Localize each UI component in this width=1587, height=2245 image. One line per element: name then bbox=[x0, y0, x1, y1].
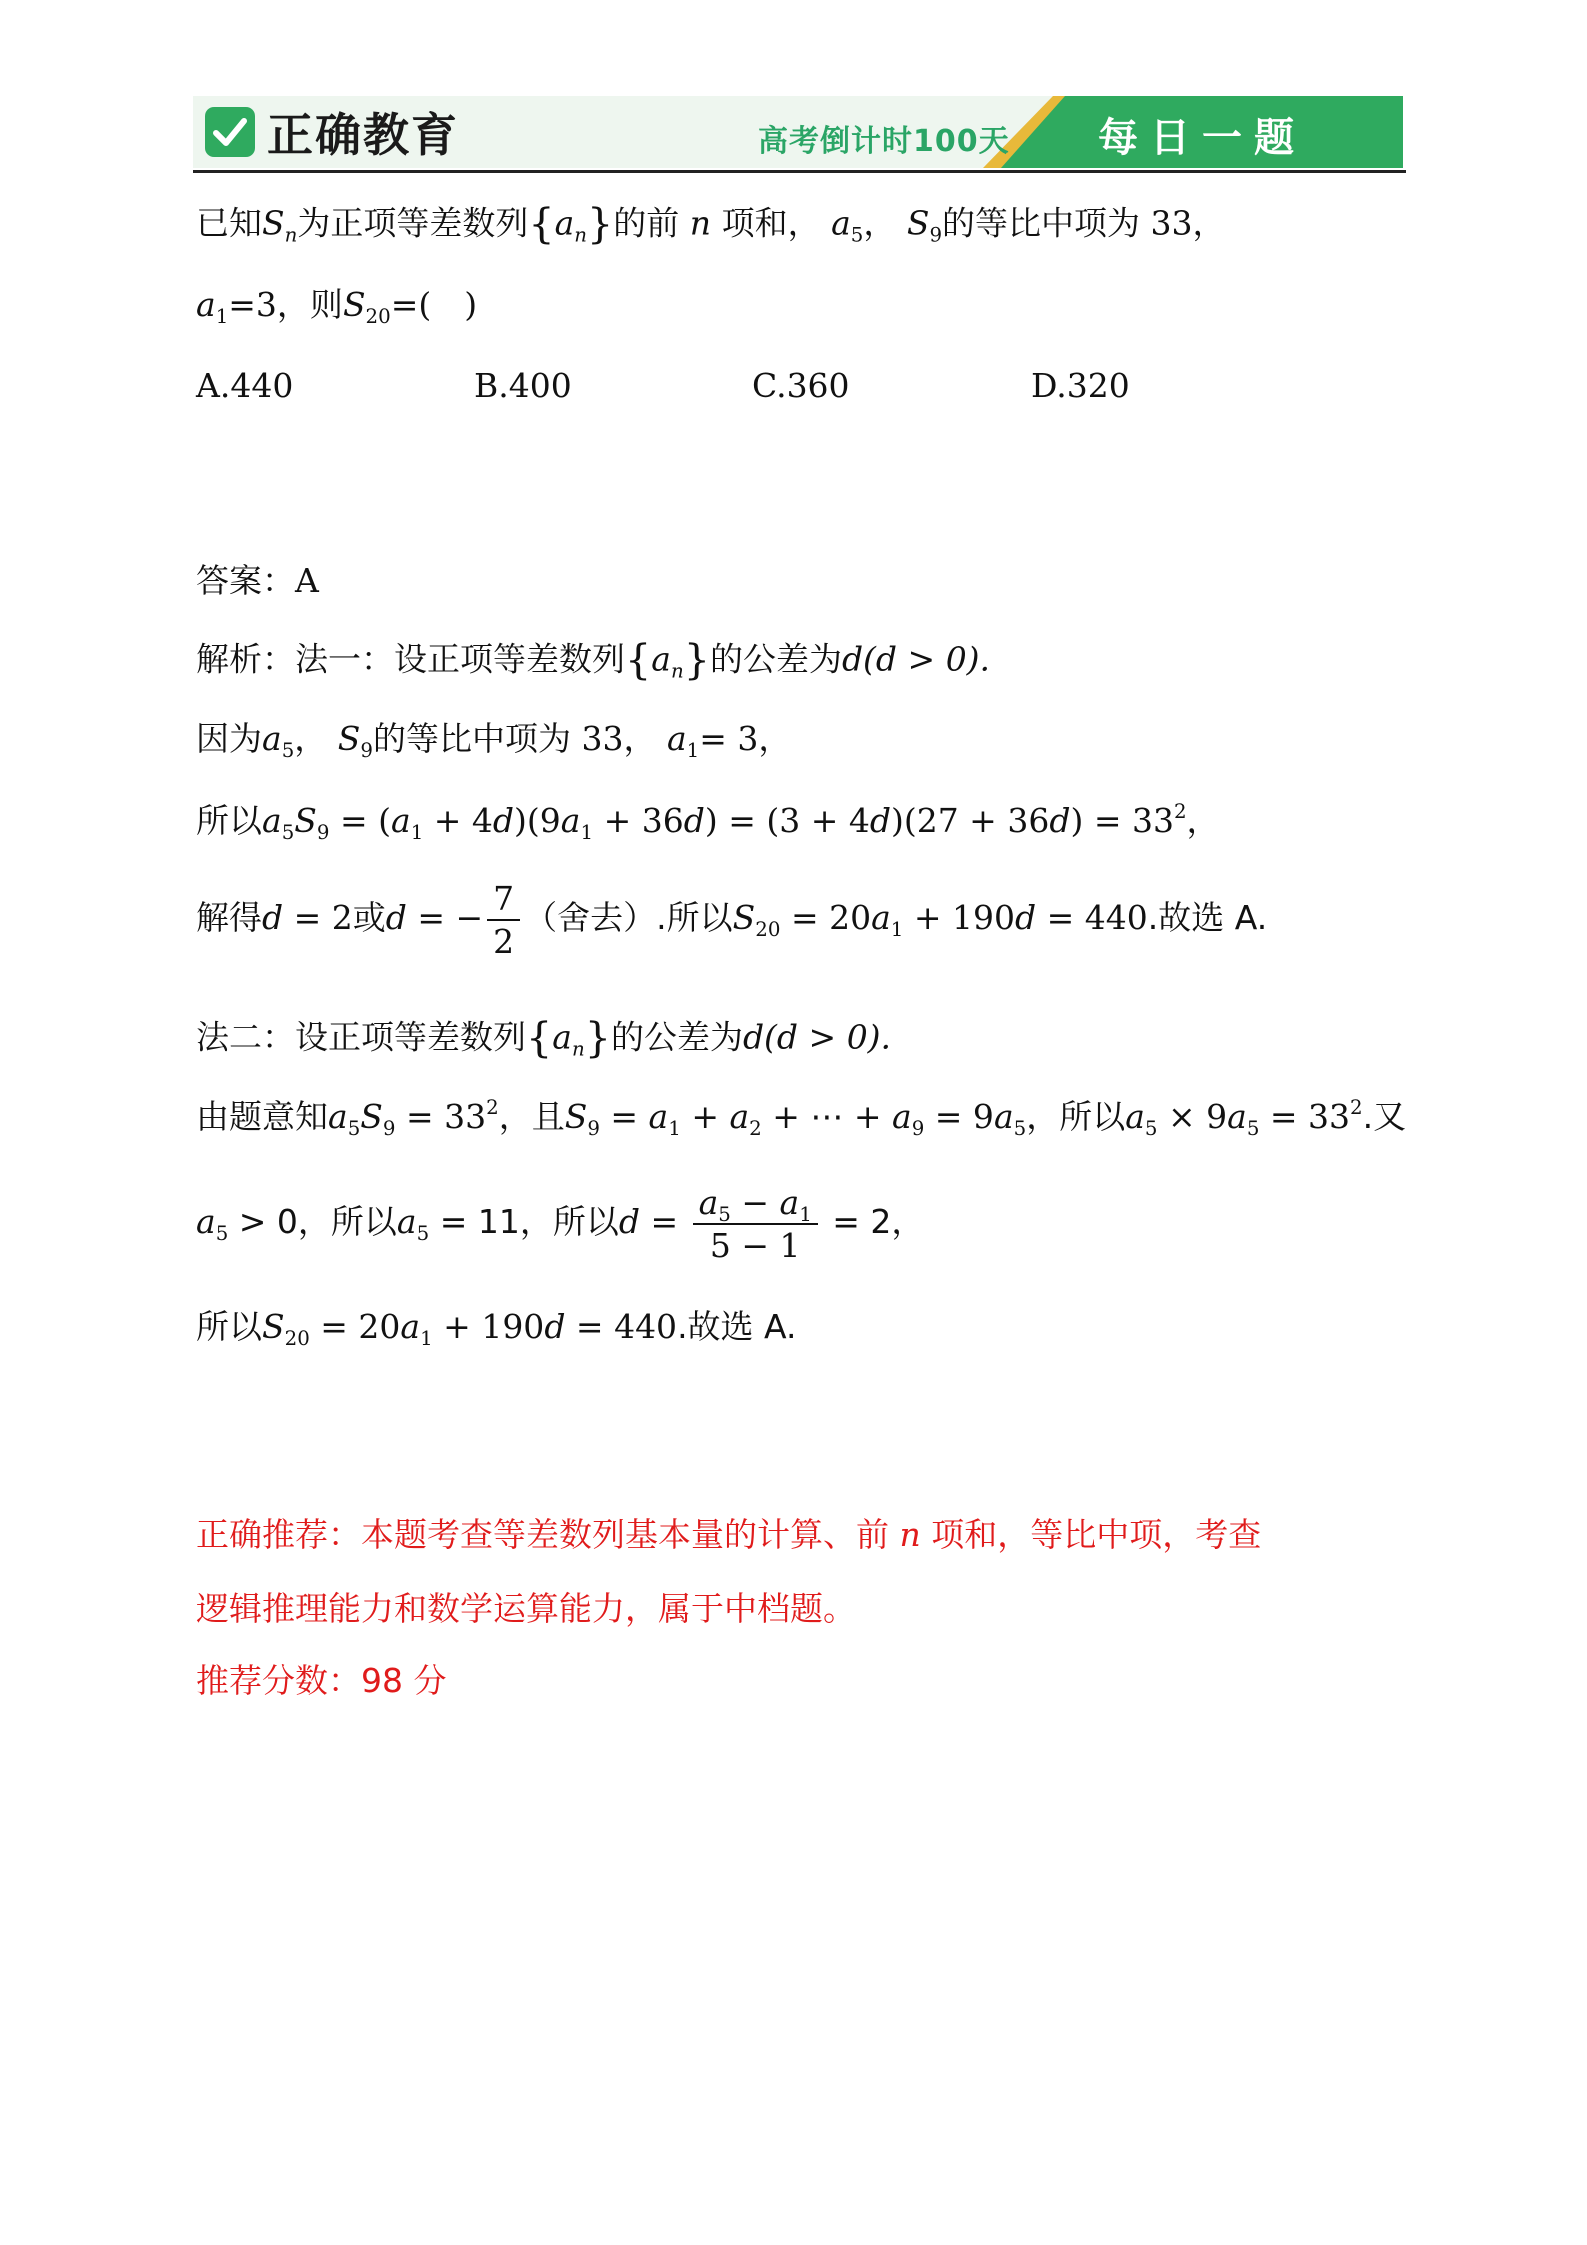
solution-line-2: 因为$a_5$， $S_9$的等比中项为 33， $a_1= 3$， bbox=[196, 719, 792, 762]
header-banner bbox=[193, 96, 1403, 168]
option-c: C.360 bbox=[752, 366, 850, 405]
countdown-text: 高考倒计时100天 bbox=[758, 124, 1010, 159]
solution-line-5: 法二：设正项等差数列$\{a_n\}$的公差为d(d > 0). bbox=[196, 1014, 892, 1062]
solution-line-3: 所以$a_5S_9 = (a_1 + 4d)(9a_1 + 36d) = (3 + 4d)(27 + 36d) = 33^2$， bbox=[196, 800, 1220, 844]
recommendation-line-2: 逻辑推理能力和数学运算能力，属于中档题。 bbox=[196, 1589, 856, 1628]
daily-question-label: 每日一题 bbox=[1098, 115, 1306, 161]
brand-logo bbox=[193, 96, 459, 168]
check-icon bbox=[205, 107, 255, 157]
solution-line-7: $a_5 > 0$，所以$a_5 = 11$，所以d = $\frac{a_5 - a_1}{5 - 1}$ = 2， bbox=[196, 1183, 925, 1265]
header-divider bbox=[193, 170, 1406, 173]
solution-line-6: 由题意知$a_5S_9 = 33^2$，且$S_9 = a_1 + a_2$ + ⋯ + $a_9 = 9a_5$，所以$a_5 \times 9a_5 = 33^2$.又 bbox=[196, 1096, 1407, 1140]
recommendation-line-1: 正确推荐：本题考查等差数列基本量的计算、前 n 项和，等比中项，考查 bbox=[196, 1515, 1262, 1554]
solution-line-1: 解析：法一：设正项等差数列$\{a_n\}$的公差为d(d > 0). bbox=[196, 636, 991, 684]
option-d: D.320 bbox=[1031, 366, 1130, 405]
solution-line-8: 所以$S_{20} = 20a_1 + 190d = 440$.故选 A. bbox=[196, 1307, 797, 1350]
option-b: B.400 bbox=[474, 366, 572, 405]
fraction-seven-halves: $\frac{7}{2}$ bbox=[487, 882, 520, 958]
fraction-common-difference: $\frac{a_5 - a_1}{5 - 1}$ bbox=[693, 1186, 818, 1262]
answer-line: 答案：A bbox=[196, 561, 319, 600]
question-line-1: 已知$S_n$为正项等差数列$\{a_n\}$的前 n 项和， $a_5$， $S_9$的等比中项为 33， bbox=[196, 200, 1226, 248]
question-line-2: $a_1=3$，则$S_{20}=$( ) bbox=[196, 285, 478, 328]
brand-name: 正确教育 bbox=[267, 108, 459, 162]
solution-line-4: 解得d = 2或d = − $\frac{7}{2}$ （舍去）.所以$S_{20} = 20a_1 + 190d = 440$.故选 A. bbox=[196, 879, 1268, 961]
answer-value: A bbox=[295, 561, 319, 600]
recommendation-score: 推荐分数：98 分 bbox=[196, 1661, 447, 1700]
option-a: A.440 bbox=[196, 366, 294, 405]
